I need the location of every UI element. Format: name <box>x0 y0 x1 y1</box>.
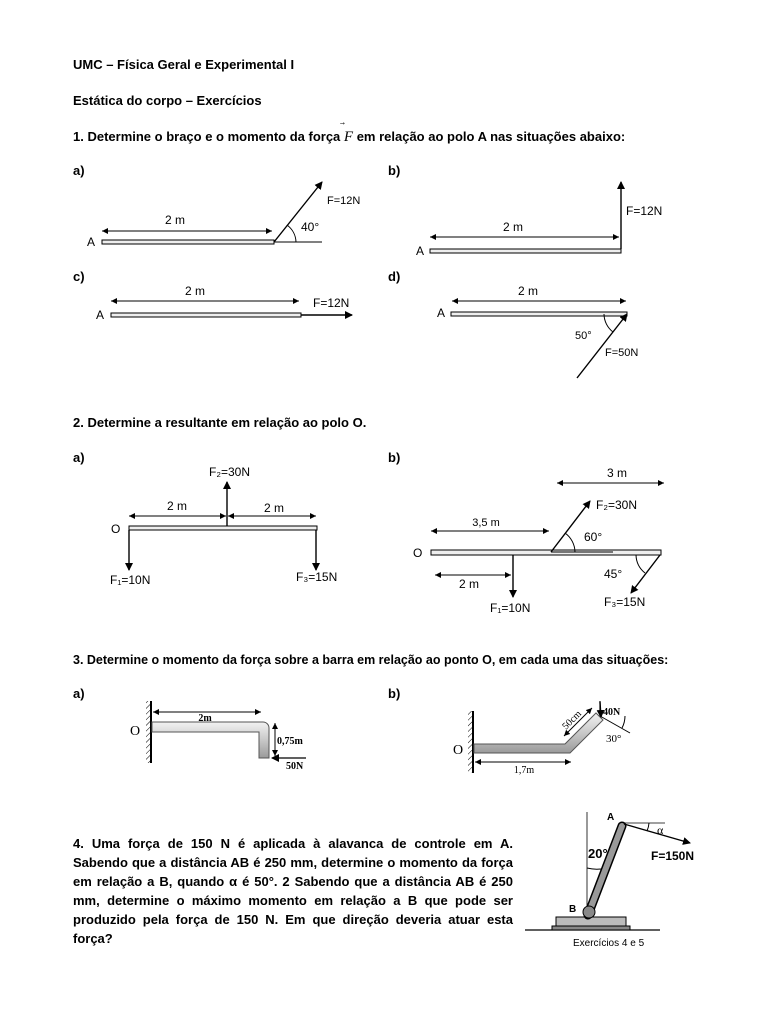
q1-d-label: d) <box>388 269 401 284</box>
force-label: F=150N <box>651 849 695 863</box>
point-b-label: B <box>569 904 577 915</box>
length-label: 1,7m <box>513 765 535 776</box>
figure-3a <box>130 701 306 772</box>
bar <box>431 550 661 555</box>
bar <box>129 526 317 530</box>
angle-label: 20° <box>588 846 608 861</box>
angle-label: 50° <box>575 330 592 342</box>
force-label: F=12N <box>313 296 350 310</box>
pole-label: O <box>413 546 423 560</box>
question-1-text-after: em relação ao polo A nas situações abaixo: <box>353 129 626 144</box>
force-label: F=12N <box>327 195 361 207</box>
bar <box>111 313 301 317</box>
height-label: 0,75m <box>277 736 303 747</box>
force-label: F=12N <box>626 204 663 218</box>
force-label: 40N <box>603 707 621 718</box>
q1-a-label: a) <box>73 163 85 178</box>
force-arrow <box>577 314 627 378</box>
figure-2a <box>110 465 337 587</box>
pole-label: A <box>96 308 105 322</box>
dim-label: 2 m <box>502 220 524 234</box>
pole-label: O <box>453 743 464 758</box>
bar <box>102 240 274 244</box>
force-label: 50N <box>286 761 304 772</box>
q2-a-label: a) <box>73 450 85 465</box>
figure-1c <box>96 284 352 322</box>
bar <box>451 312 627 316</box>
force-f2-label: F₂=30N <box>209 465 251 479</box>
angle-label: 40° <box>301 220 320 234</box>
force-f1-label: F₁=10N <box>490 601 531 615</box>
dim-label: 2 m <box>166 499 188 513</box>
inclined-label: 50cm <box>560 708 584 733</box>
point-a-label: A <box>607 812 615 823</box>
pole-label: O <box>130 724 141 739</box>
figure-4 <box>525 812 694 949</box>
pole-label: A <box>87 235 96 249</box>
question-3: 3. Determine o momento da força sobre a barra em relação ao ponto O, em cada uma das situações: <box>73 653 669 667</box>
q1-b-label: b) <box>388 163 401 178</box>
pole-label: A <box>437 306 446 320</box>
pole-label: O <box>111 522 121 536</box>
topic-title: Estática do corpo – Exercícios <box>73 93 262 108</box>
force-f2-arrow <box>551 501 590 552</box>
force-label: F=50N <box>605 347 639 359</box>
alpha-label: α <box>657 823 664 837</box>
angle-45-label: 45° <box>604 567 623 581</box>
question-2: 2. Determine a resultante em relação ao polo O. <box>73 415 367 430</box>
q1-c-label: c) <box>73 269 85 284</box>
bent-bar <box>152 722 269 758</box>
bent-bar <box>474 713 603 753</box>
force-f1-label: F₁=10N <box>110 573 151 587</box>
dim-label: 2 m <box>517 284 539 298</box>
force-f3-label: F₃=15N <box>604 595 646 609</box>
force-vector-symbol: F <box>343 129 354 145</box>
dim-label: 3,5 m <box>472 517 500 529</box>
bar <box>430 249 621 253</box>
pole-label: A <box>416 244 425 258</box>
question-1-text-before: 1. Determine o braço e o momento da força <box>73 129 344 144</box>
angle-60-label: 60° <box>584 530 603 544</box>
course-title: UMC – Física Geral e Experimental I <box>73 57 295 72</box>
question-4: 4. Uma força de 150 N é aplicada à alavanca de controle em A. Sabendo que a distância AB é 250 mm, determine o momento da força em relação a B, quando α é 50°. 2 Sabendo que a distância AB é 250 mm, determine o máximo momento em relação a B que pode ser produzido pela força de 150 N. Em que direção deveria atuar esta força? <box>73 836 513 946</box>
dim-label: 2 m <box>164 213 186 227</box>
angle-label: 30° <box>606 733 622 745</box>
force-f3-arrow <box>631 555 660 593</box>
dim-label: 2 m <box>263 501 285 515</box>
q2-b-label: b) <box>388 450 401 465</box>
force-f2-label: F₂=30N <box>596 498 638 512</box>
figure-1d <box>437 284 638 378</box>
q3-b-label: b) <box>388 686 401 701</box>
figure-1a <box>87 182 360 249</box>
dim-label: 2 m <box>458 577 480 591</box>
dim-label: 2 m <box>184 284 206 298</box>
figure-caption: Exercícios 4 e 5 <box>573 938 645 949</box>
pivot-b <box>583 906 595 918</box>
force-vector <box>600 702 601 717</box>
force-f3-label: F₃=15N <box>296 570 338 584</box>
figure-3b <box>453 701 630 776</box>
figure-1b <box>416 182 662 258</box>
q3-a-label: a) <box>73 686 85 701</box>
figure-2b <box>413 466 664 615</box>
dim-label: 3 m <box>606 466 628 480</box>
length-label: 2m <box>198 713 212 724</box>
